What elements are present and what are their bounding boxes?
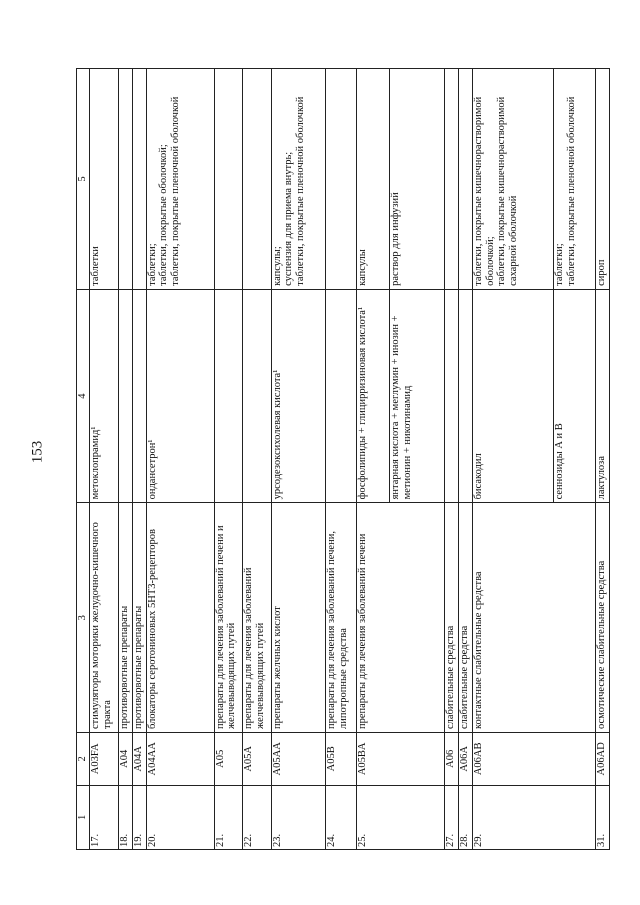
drug-name [214,289,243,503]
row-number: 29. [472,785,595,849]
atc-code: A05B [326,733,357,786]
column-header-5: 5 [77,69,90,290]
table-row [357,69,390,850]
drug-name: лактулоза [595,289,609,503]
row-number: 31. [595,785,609,849]
table-header-row [77,69,90,850]
dosage-form [243,69,272,290]
pharmacological-group: стимуляторы моторики желудочно-кишечного тракта [90,503,119,733]
dosage-form [118,69,132,290]
drug-name [458,289,472,503]
table-row [595,69,609,850]
column-header-1: 1 [77,785,90,849]
row-number: 21. [214,785,243,849]
table-row [458,69,472,850]
dosage-form: таблетки [90,69,119,290]
dosage-form: таблетки, покрытые кишечнорастворимой оболочкой; таблетки, покрытые кишечнорастворимой сахарной оболочкой [472,69,553,290]
table-row [445,69,459,850]
row-number: 24. [326,785,357,849]
dosage-form: капсулы; суспензия для приема внутрь; таблетки, покрытые пленочной оболочкой [271,69,326,290]
drug-name: ондансетрон¹ [146,289,214,503]
table-row [271,69,326,850]
dosage-form: капсулы [357,69,390,290]
drug-name: бисакодил [472,289,553,503]
atc-code: A06A [458,733,472,786]
pharmacological-group: препараты для лечения заболеваний печени, липотропные средства [326,503,357,733]
atc-code: A06 [445,733,459,786]
table-row [472,69,553,850]
row-number: 18. [118,785,132,849]
pharmacological-group: противорвотные препараты [118,503,132,733]
pharmacological-group: препараты желчных кислот [271,503,326,733]
atc-code: A03FA [90,733,119,786]
drug-name: янтарная кислота + меглумин + инозин + метионин + никотинамид [390,289,445,503]
row-number: 23. [271,785,326,849]
row-number: 28. [458,785,472,849]
row-number: 22. [243,785,272,849]
atc-code: A04A [132,733,146,786]
column-header-2: 2 [77,733,90,786]
drug-name [118,289,132,503]
pharmacological-group: блокаторы серотониновых 5HT3-рецепторов [146,503,214,733]
dosage-form [326,69,357,290]
dosage-form: таблетки; таблетки, покрытые пленочной оболочкой [554,69,596,290]
table-row [146,69,214,850]
drug-name [243,289,272,503]
drug-name: урсодезоксихолевая кислота¹ [271,289,326,503]
table-row [243,69,272,850]
drug-name: фосфолипиды + глицирризиновая кислота¹ [357,289,390,503]
dosage-form [132,69,146,290]
dosage-form: таблетки; таблетки, покрытые оболочкой; таблетки, покрытые пленочной оболочкой [146,69,214,290]
pharmacological-group: препараты для лечения заболеваний печени и желчевыводящих путей [214,503,243,733]
drug-table [76,68,610,850]
pharmacological-group: слабительные средства [458,503,472,733]
pharmacological-group: контактные слабительные средства [472,503,595,733]
atc-code: A05AA [271,733,326,786]
dosage-form [458,69,472,290]
row-number: 25. [357,785,445,849]
dosage-form: раствор для инфузий [390,69,445,290]
row-number: 27. [445,785,459,849]
atc-code: A04 [118,733,132,786]
dosage-form: сироп [595,69,609,290]
dosage-form [214,69,243,290]
atc-code: A06AB [472,733,595,786]
pharmacological-group: противорвотные препараты [132,503,146,733]
drug-name [132,289,146,503]
atc-code: A05A [243,733,272,786]
drug-name: сеннозиды А и В [554,289,596,503]
atc-code: A05 [214,733,243,786]
page-number: 153 [29,440,46,464]
table-row [118,69,132,850]
column-header-3: 3 [77,503,90,733]
atc-code: A05BA [357,733,445,786]
column-header-4: 4 [77,289,90,503]
drug-name [326,289,357,503]
pharmacological-group: препараты для лечения заболеваний желчевыводящих путей [243,503,272,733]
row-number: 19. [132,785,146,849]
drug-name: метоклопрамид¹ [90,289,119,503]
row-number: 20. [146,785,214,849]
pharmacological-group: препараты для лечения заболеваний печени [357,503,445,733]
drug-name [445,289,459,503]
pharmacological-group: слабительные средства [445,503,459,733]
atc-code: A04AA [146,733,214,786]
table-row [214,69,243,850]
table-row [90,69,119,850]
row-number: 17. [90,785,119,849]
dosage-form [445,69,459,290]
pharmacological-group: осмотические слабительные средства [595,503,609,733]
atc-code: A06AD [595,733,609,786]
table-row [326,69,357,850]
table-row [132,69,146,850]
